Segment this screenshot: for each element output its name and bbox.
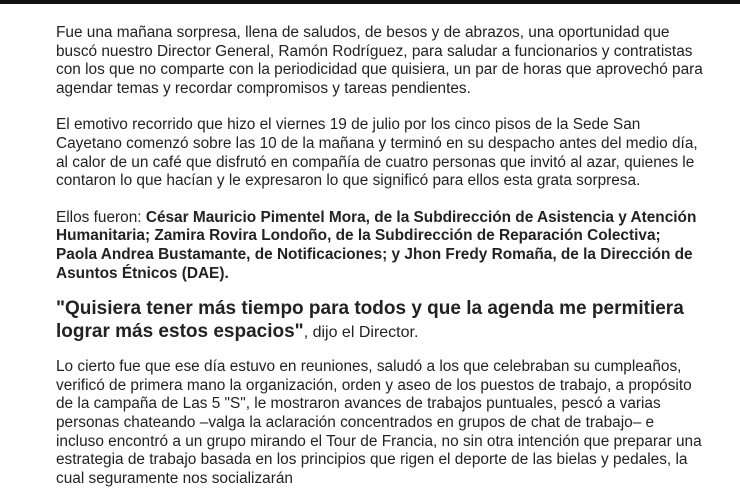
paragraph-tour: El emotivo recorrido que hizo el viernes 19 de julio por los cinco pisos de la Sede San Cayetano comenzó sobre las 10 de la mañana y terminó en su despacho antes del medio día, al calor de un café que disfrutó en compañía de cuatro personas que invitó al azar, quienes le contaron lo que hacían y le expresaron lo que significó para ellos esta grata sorpresa. [56, 116, 698, 190]
article-body [56, 24, 704, 488]
guests-intro: Ellos fueron: [56, 208, 146, 226]
paragraph-activities: Lo cierto fue que ese día estuvo en reuniones, saludó a los que celebraban su cumpleaños, verificó de primera mano la organización, orden y aseo de los puestos de trabajo, a propósito de la campaña de Las 5 "S", le mostraron avances de trabajos puntuales, pescó a varias personas chateando –valga la aclaración concentrados en grupos de chat de trabajo– e incluso encontró a un grupo mirando el Tour de Francia, no sin otra intención que preparar una estrategia de trabajo basada en los principios que rigen el deporte de las bielas y pedales, la cual seguramente nos socializarán [56, 358, 702, 487]
guests-names: César Mauricio Pimentel Mora, de la Subdirección de Asistencia y Atención Humanitaria; Zamira Rovira Londoño, de la Subdirección de Reparación Colectiva; Paola Andrea Bustamante, de Notificaciones; y Jhon Fredy Romaña, de la Dirección de Asuntos Étnicos (DAE). [56, 208, 697, 282]
quote-attribution: , dijo el Director. [303, 324, 419, 342]
paragraph-intro: Fue una mañana sorpresa, llena de saludos, de besos y de abrazos, una oportunidad que buscó nuestro Director General, Ramón Rodríguez, para saludar a funcionarios y contratistas con los que no comparte con la periodicidad que quisiera, un par de horas que aprovechó para agendar temas y recordar compromisos y tareas pendientes. [56, 24, 703, 97]
quote-text: "Quisiera tener más tiempo para todos y que la agenda me permitiera lograr más estos espacios" [56, 298, 684, 343]
paragraph-guests [56, 209, 704, 283]
top-bar [0, 0, 740, 4]
director-quote [56, 297, 704, 344]
